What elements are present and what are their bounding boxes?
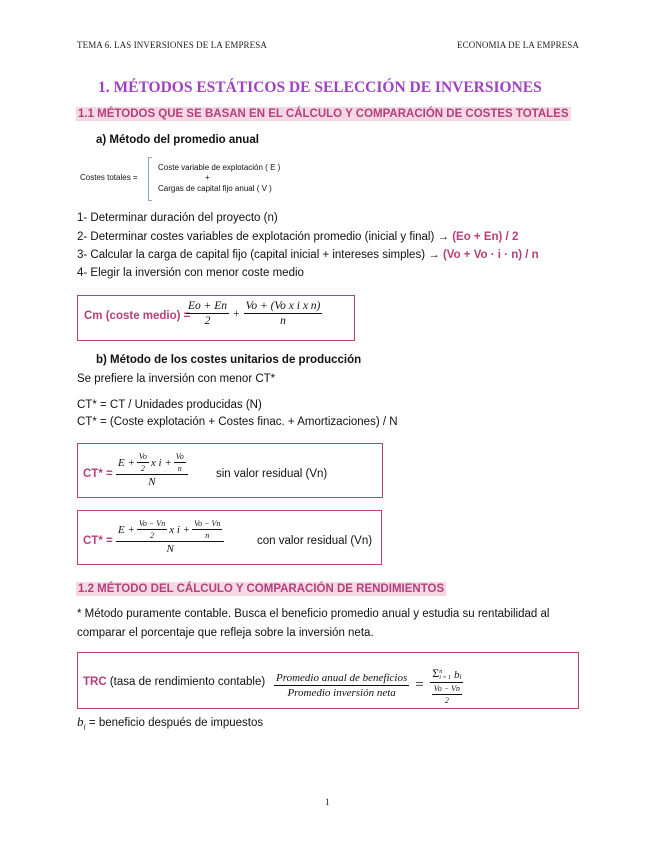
page-number: 1 — [325, 797, 330, 807]
cm-expression: $\frac{Eo + En}{2}$ + $\frac{\text{Vo + (Vo x i x n)}}{n}$ — [188, 300, 321, 327]
ct-plus: + — [205, 173, 210, 182]
ct-star-def-1: CT* = CT / Unidades producidas (N) — [77, 399, 262, 411]
trc-formula-box — [77, 652, 579, 709]
f2-expression: E + $\frac{Vo - Vn}{2}$ x i + $\frac{Vo - Vn}{n}$ N — [116, 519, 224, 555]
brace — [148, 157, 152, 201]
ct-line2: Cargas de capital fijo anual ( V ) — [158, 184, 272, 193]
step-1: 1- Determinar duración del proyecto (n) — [77, 212, 278, 224]
section-1-2-heading: 1.2 MÉTODO DEL CÁLCULO Y COMPARACIÓN DE RENDIMIENTOS — [78, 583, 445, 595]
cm-formula-box — [77, 295, 355, 341]
f1-expression: E + $\frac{Vo}{2}$ x i + $\frac{Vo}{n}$ N — [116, 452, 188, 488]
step-2-formula: (Eo + En) / 2 — [452, 231, 519, 243]
header-left: TEMA 6. LAS INVERSIONES DE LA EMPRESA — [77, 40, 267, 50]
step-3: 3- Calcular la carga de capital fijo (capital inicial + intereses simples) → (Vo + Vo · i · n) / n — [77, 249, 539, 261]
trc-expression: $\frac{\text{Promedio anual de beneficios}}{\text{Promedio inversión neta}}$ = Σ n i = 1 b i $\frac{Vo - Vn}{2}$ — [276, 666, 462, 705]
s12-paragraph-line2: comparar el porcentaje que refleja sobre la inversión neta. — [77, 627, 374, 639]
f2-label: CT* = — [83, 535, 113, 547]
s12-paragraph-line1: * Método puramente contable. Busca el beneficio promedio anual y estudia su rentabilidad al — [77, 608, 550, 620]
ct-label: Costes totales = — [80, 173, 138, 182]
step-3-formula: (Vo + Vo · i · n) / n — [442, 249, 539, 261]
f1-label: CT* = — [83, 468, 113, 480]
header-right: ECONOMIA DE LA EMPRESA — [457, 40, 579, 50]
ct-star-no-residual-box — [77, 443, 383, 498]
method-a-title: a) Método del promedio anual — [96, 134, 259, 146]
trc-label: TRC (tasa de rendimiento contable) — [83, 676, 266, 688]
ct-line1: Coste variable de explotación ( E ) — [158, 163, 281, 172]
method-b-intro: Se prefiere la inversión con menor CT* — [77, 373, 276, 385]
step-4: 4- Elegir la inversión con menor coste medio — [77, 267, 304, 279]
f1-note: sin valor residual (Vn) — [216, 468, 328, 480]
method-b-title: b) Método de los costes unitarios de producción — [96, 354, 362, 366]
section-title: 1. MÉTODOS ESTÁTICOS DE SELECCIÓN DE INVERSIONES — [98, 79, 542, 96]
costes-totales-definition — [80, 157, 320, 199]
ct-star-def-2: CT* = (Coste explotación + Costes finac. + Amortizaciones) / N — [77, 416, 398, 428]
step-2: 2- Determinar costes variables de explotación promedio (inicial y final) → (Eo + En) / 2 — [77, 231, 519, 243]
f2-note: con valor residual (Vn) — [257, 535, 373, 547]
cm-label: Cm (coste medio) = — [84, 310, 191, 322]
ct-star-with-residual-box — [77, 510, 382, 565]
section-1-1-heading: 1.1 MÉTODOS QUE SE BASAN EN EL CÁLCULO Y COMPARACIÓN DE COSTES TOTALES — [78, 108, 569, 120]
bi-definition: $b_i$ = beneficio después de impuestos — [77, 714, 264, 732]
